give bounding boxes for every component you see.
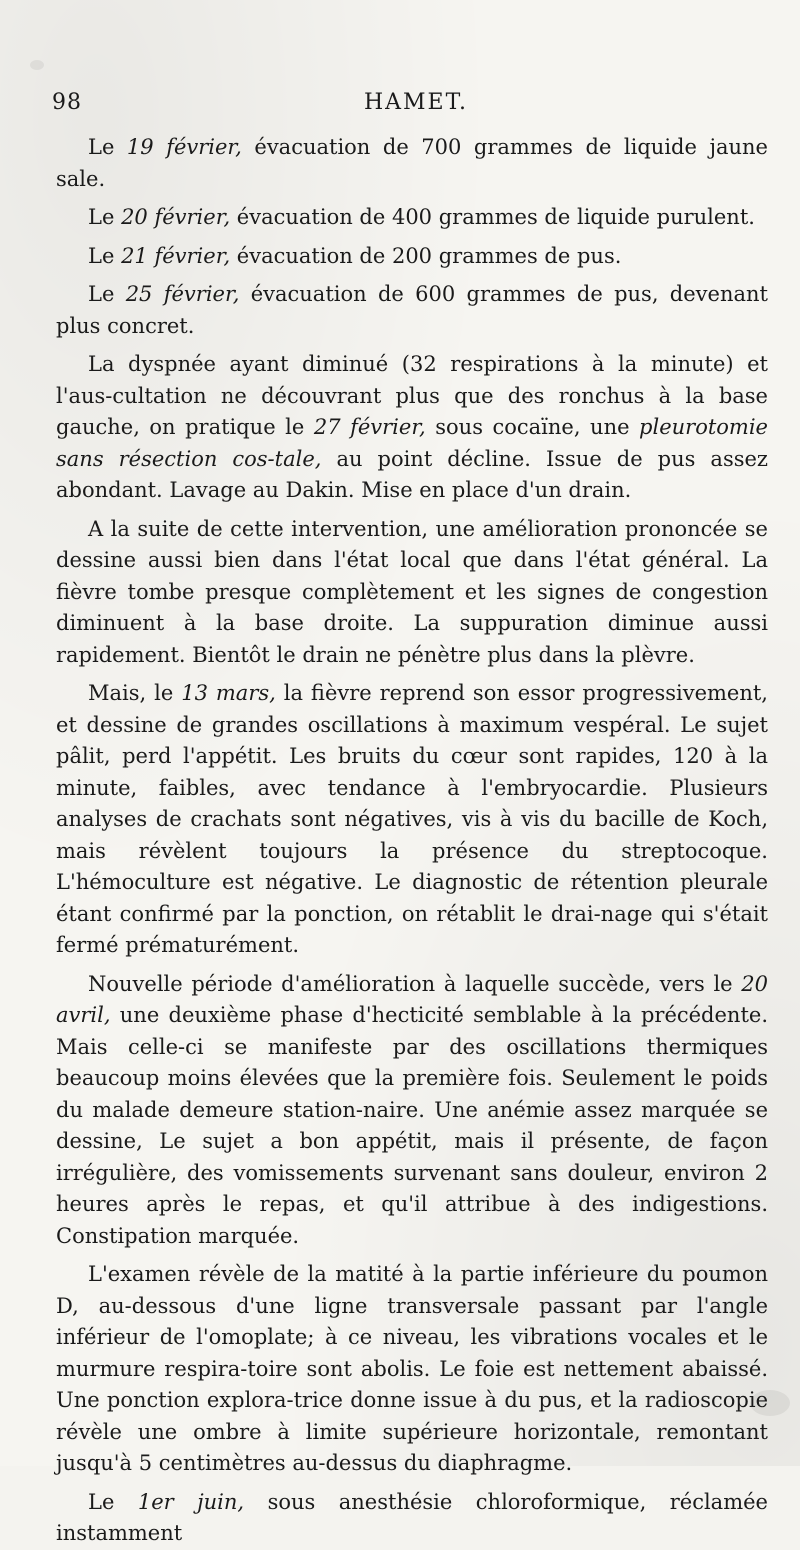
text-run: évacuation de 200 grammes de pus. bbox=[230, 243, 622, 268]
text-run: sous cocaïne, une bbox=[425, 415, 640, 439]
running-head: HAMET. bbox=[363, 90, 469, 115]
text-run: évacuation de 400 grammes de liquide purulent. bbox=[230, 205, 755, 229]
text-run: évacuation de 700 grammes de liquide jaune sale. bbox=[56, 135, 768, 191]
paragraph bbox=[56, 1487, 768, 1550]
page-number: 98 bbox=[52, 90, 82, 115]
text-run: Le bbox=[88, 1489, 138, 1514]
italic-text: 21 février, bbox=[121, 243, 231, 268]
text-run: une deuxième phase d'hecticité semblable à la précédente. Mais celle-ci se manifeste par des oscillations thermiques beaucoup moins élevées que la première fois. Seulement le poids du malade demeure station-naire. Une anémie assez marquée se dessine, Le sujet a bon appétit, mais il présente, de façon irrégulière, des vomissements survenant sans douleur, environ 2 heures après le repas, et qu'il attribue à des indigestions. Constipation marquée. bbox=[56, 1003, 768, 1248]
italic-text: 1er juin, bbox=[137, 1489, 245, 1514]
text-run: Le bbox=[88, 282, 126, 306]
text-run: Le bbox=[88, 243, 122, 268]
italic-text: 25 février, bbox=[125, 282, 240, 306]
text-run: la fièvre reprend son essor progressivement, et dessine de grandes oscillations à maximum vespéral. Le sujet pâlit, perd l'appétit. Les bruits du cœur sont rapides, 120 à la minute, faibles, avec tendance à l'embryocardie. Plusieurs analyses de crachats sont négatives, vis à vis du bacille de Koch, mais révèlent toujours la présence du streptocoque. L'hémoculture est négative. Le diagnostic de rétention pleurale étant confirmé par la ponction, on rétablit le drai-nage qui s'était fermé prématurément. bbox=[56, 681, 768, 957]
paragraph bbox=[56, 1259, 768, 1480]
text-run: évacuation de 600 grammes de pus, devenant plus concret. bbox=[56, 282, 768, 338]
text-run: Le bbox=[88, 135, 127, 159]
italic-text: 20 février, bbox=[121, 205, 231, 229]
italic-text: 20 avril, bbox=[56, 971, 768, 1027]
text-run: L'examen révèle de la matité à la partie inférieure du poumon D, au-dessous d'une ligne transversale passant par l'angle inférieur de l'omoplate; à ce niveau, les vibrations vocales et le murmure respira-toire sont abolis. Le foie est nettement abaissé. Une ponction explora-trice donne issue à du pus, et la radioscopie révèle une ombre à limite supérieure horizontale, remontant jusqu'à 5 centimètres au-dessus du diaphragme. bbox=[56, 1262, 768, 1475]
body-text bbox=[56, 132, 768, 1550]
paragraph bbox=[56, 678, 768, 962]
text-run: Nouvelle période d'amélioration à laquelle succède, vers le bbox=[88, 971, 742, 996]
text-run: Mais, le bbox=[88, 681, 182, 705]
paragraph bbox=[56, 514, 768, 672]
paragraph bbox=[56, 241, 768, 273]
page-header bbox=[52, 90, 760, 120]
text-run: Le bbox=[88, 205, 122, 229]
italic-text: 13 mars, bbox=[181, 681, 276, 705]
paragraph bbox=[56, 202, 768, 234]
italic-text: 27 février, bbox=[313, 415, 426, 439]
italic-text: 19 février, bbox=[126, 135, 242, 159]
paragraph bbox=[56, 969, 768, 1253]
text-run: A la suite de cette intervention, une amélioration prononcée se dessine aussi bien dans l'état local que dans l'état général. La fièvre tombe presque complètement et les signes de congestion diminuent à la base droite. La suppuration diminue aussi rapidement. Bientôt le drain ne pénètre plus dans la plèvre. bbox=[56, 516, 768, 667]
paragraph bbox=[56, 349, 768, 507]
italic-text: pleurotomie sans résection cos-tale, bbox=[56, 415, 768, 471]
text-run: sous anesthésie chloroformique, réclamée instamment bbox=[56, 1489, 768, 1545]
paragraph bbox=[56, 132, 768, 195]
text-run: La dyspnée ayant diminué (32 respirations à la minute) et l'aus-cultation ne découvrant plus que des ronchus à la base gauche, on pratique le bbox=[56, 352, 768, 439]
text-run: au point décline. Issue de pus assez abondant. Lavage au Dakin. Mise en place d'un drain. bbox=[56, 446, 768, 502]
paper-speck bbox=[30, 60, 44, 70]
paragraph bbox=[56, 279, 768, 342]
